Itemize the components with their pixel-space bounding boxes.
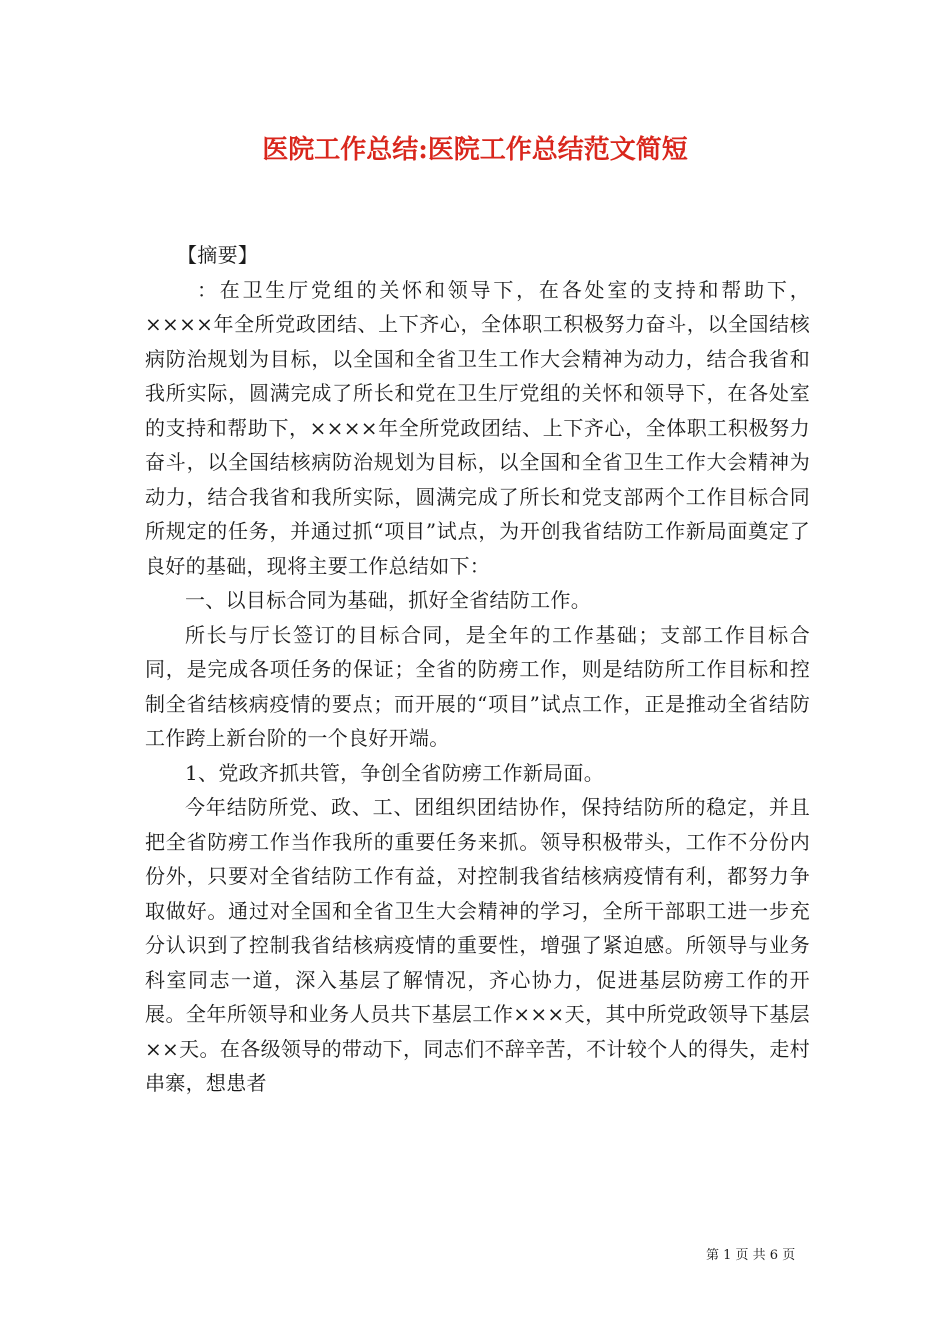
subsection-heading: 1、党政齐抓共管，争创全省防痨工作新局面。	[185, 760, 605, 785]
subsection-paragraph: 今年结防所党、政、工、团组织团结协作，保持结防所的稳定，并且把全省防痨工作当作我所的重要任务来抓。领导积极带头，工作不分份内份外，只要对全省结防工作有益，对控制我省结核病疫情有利，都努力争取做好。通过对全国和全省卫生大会精神的学习，全所干部职工进一步充分认识到了控制我省结核病疫情的重要性，增强了紧迫感。所领导与业务科室同志一道，深入基层了解情况，齐心协力，促进基层防痨工作的开展。全年所领导和业务人员共下基层工作×××天，其中所党政领导下基层××天。在各级领导的带动下，同志们不辞辛苦，不计较个人的得失，走村串寨，想患者	[145, 795, 810, 1095]
abstract-paragraph: ：在卫生厅党组的关怀和领导下，在各处室的支持和帮助下，××××年全所党政团结、上下齐心，全体职工积极努力奋斗，以全国结核病防治规划为目标，以全国和全省卫生工作大会精神为动力，结合我省和我所实际，圆满完成了所长和党在卫生厅党组的关怀和领导下，在各处室的支持和帮助下，××××年全所党政团结、上下齐心，全体职工积极努力奋斗，以全国结核病防治规划为目标，以全国和全省卫生工作大会精神为动力，结合我省和我所实际，圆满完成了所长和党支部两个工作目标合同所规定的任务，并通过抓“项目”试点，为开创我省结防工作新局面奠定了良好的基础，现将主要工作总结如下：	[145, 277, 810, 578]
section-heading: 一、以目标合同为基础，抓好全省结防工作。	[185, 588, 591, 612]
document-title: 医院工作总结:医院工作总结范文简短	[262, 135, 688, 165]
section-paragraph: 所长与厅长签订的目标合同，是全年的工作基础；支部工作目标合同，是完成各项任务的保证；全省的防痨工作，则是结防所工作目标和控制全省结核病疫情的要点；而开展的“项目”试点工作，正是推动全省结防工作跨上新台阶的一个良好开端。	[145, 622, 810, 750]
page-indicator: 第 1 页 共 6 页	[706, 1248, 796, 1263]
abstract-label: 【摘要】	[177, 243, 259, 267]
document-body	[145, 238, 810, 1101]
